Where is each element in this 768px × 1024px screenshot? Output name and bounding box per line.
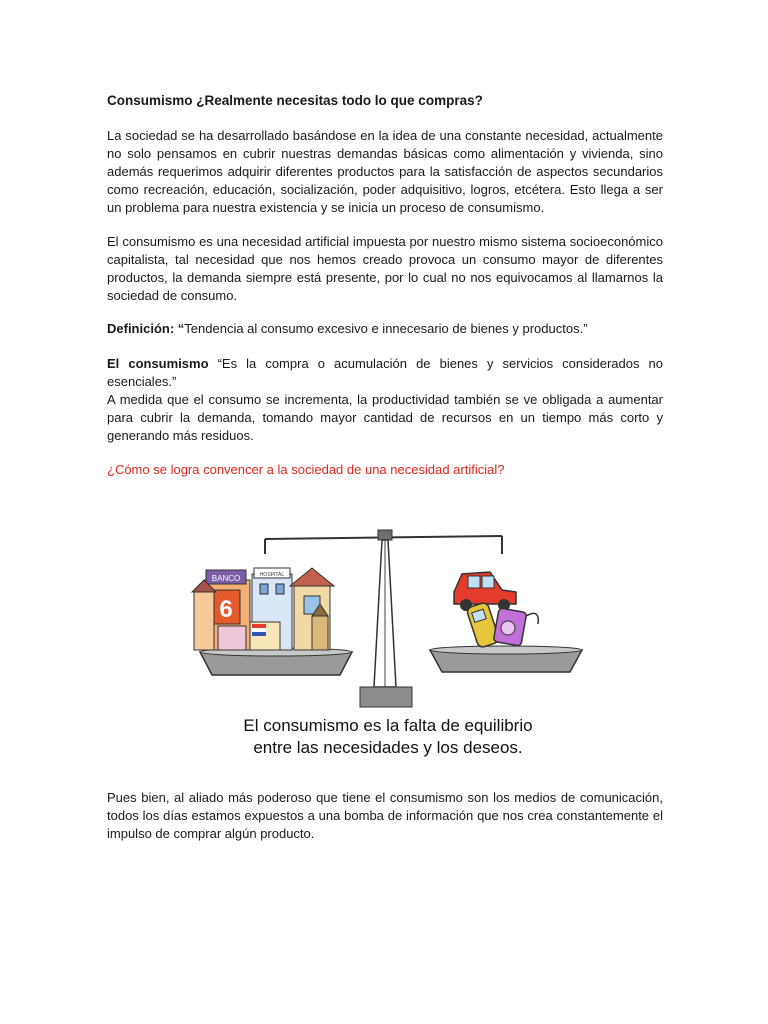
paragraph-4: Pues bien, al aliado más poderoso que tiene el consumismo son los medios de comunicación, todos los días estamos expuestos a una bomba de información que nos crea constantemente el impulso de comprar algún producto. xyxy=(107,790,663,841)
illustration-caption-line-2: entre las necesidades y los deseos. xyxy=(253,738,523,757)
question-heading: ¿Cómo se logra convencer a la sociedad de una necesidad artificial? xyxy=(107,462,505,477)
scale-pivot xyxy=(378,530,392,540)
definition-label: Definición: xyxy=(107,321,175,336)
consumer-goods-group xyxy=(454,572,538,648)
document-title: Consumismo ¿Realmente necesitas todo lo que compras? xyxy=(107,93,483,108)
consumismo-text: “Es la compra o acumulación de bienes y servicios considerados no esenciales.” xyxy=(107,356,663,389)
paragraph-1: La sociedad se ha desarrollado basándose en la idea de una constante necesidad, actualmente no solo pensamos en cubrir nuestras demandas básicas como alimentación y vivienda, sino además requerimos adquirir diferentes productos para la satisfacción de aspectos secundarios como recreación, educación, socialización, poder adquisitivo, logros, etcétera. Esto llega a ser un problema para nuestra existencia y se inicia un proceso de consumismo. xyxy=(107,128,663,215)
buildings-group xyxy=(192,568,334,650)
definition-line xyxy=(107,320,663,338)
illustration-caption-line-1: El consumismo es la falta de equilibrio xyxy=(243,716,533,735)
hospital-sign: HOSPITAL xyxy=(259,572,285,578)
bank-sign: BANCO xyxy=(211,574,241,583)
definition-quote: “ xyxy=(177,321,185,336)
consumismo-label: El consumismo xyxy=(107,356,209,371)
consumismo-line xyxy=(107,355,663,391)
definition-text: Tendencia al consumo excesivo e innecesario de bienes y productos.” xyxy=(184,321,588,336)
scale-base xyxy=(360,687,412,707)
paragraph-2: El consumismo es una necesidad artificial impuesta por nuestro mismo sistema socioeconómico capitalista, tal necesidad que nos hemos creado provoca un consumo mayor de diferentes productos, la demanda siempre está presente, por lo cual no nos equivocamos al llamarnos la sociedad de consumo. xyxy=(107,234,663,303)
paragraph-3: A medida que el consumo se incrementa, la productividad también se ve obligada a aumentar para cubrir la demanda, tomando mayor cantidad de recursos en un tiempo más corto y generando más residuos. xyxy=(107,392,663,443)
balance-scale-illustration xyxy=(190,512,590,712)
bank-number: 6 xyxy=(219,596,233,623)
